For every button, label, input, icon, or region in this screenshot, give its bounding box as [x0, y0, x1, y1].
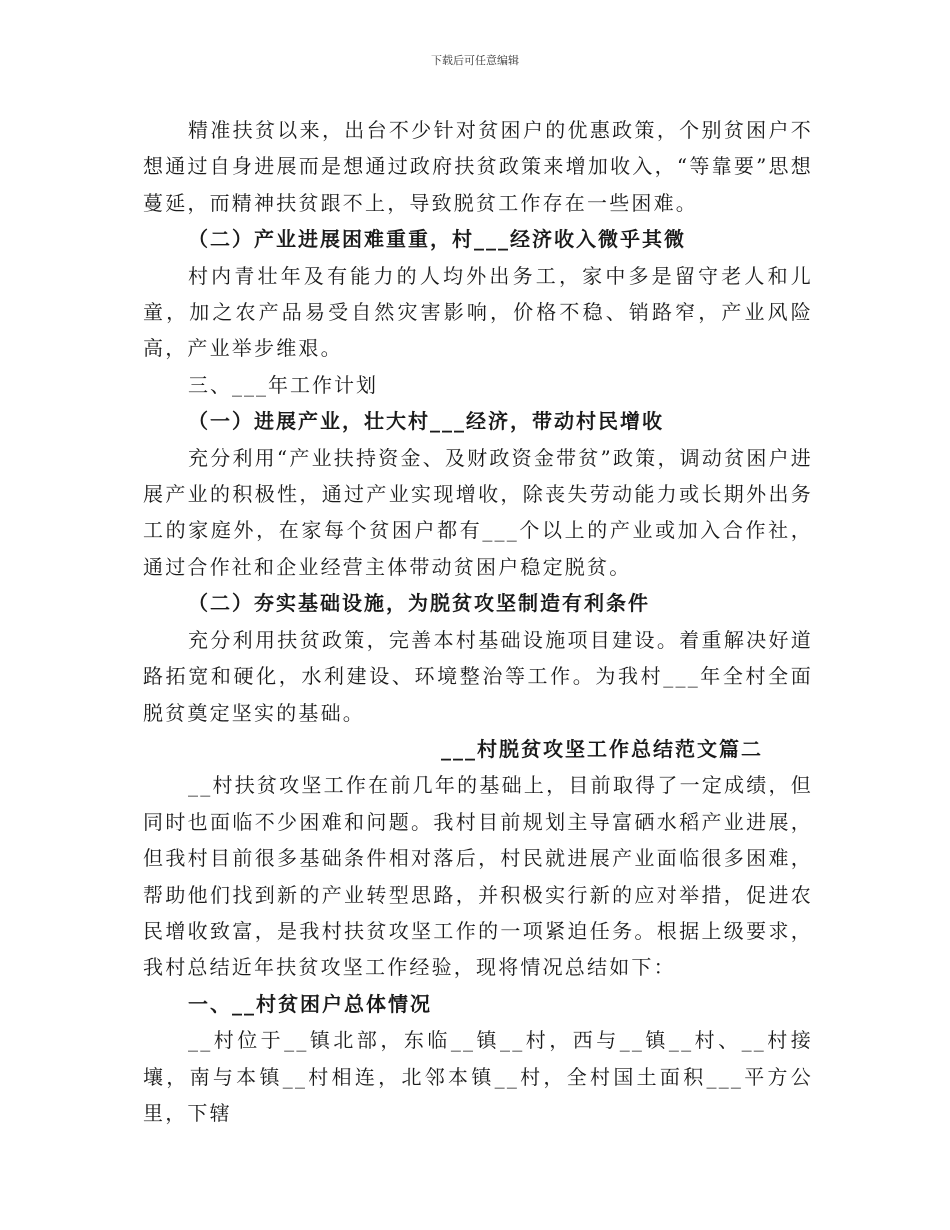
paragraph: 精准扶贫以来，出台不少针对贫困户的优惠政策，个别贫困户不想通过自身进展而是想通过政府扶贫政策来增加收入，“等靠要”思想蔓延，而精神扶贫跟不上，导致脱贫工作存在一些困难。 [143, 118, 813, 215]
article-title: ___村脱贫攻坚工作总结范文篇二 [441, 736, 763, 761]
section-heading: （二）产业进展困难重重，村___经济收入微乎其微 [188, 227, 686, 252]
paragraph: 村内青壮年及有能力的人均外出务工，家中多是留守老人和儿童，加之农产品易受自然灾害影响，价格不稳、销路窄，产业风险高，产业举步维艰。 [143, 263, 813, 361]
paragraph: 充分利用“产业扶持资金、及财政资金带贫”政策，调动贫困户进展产业的积极性，通过产业实现增收，除丧失劳动能力或长期外出务工的家庭外，在家每个贫困户都有___个以上的产业或加入合作社，通过合作社和企业经营主体带动贫困户稳定脱贫。 [143, 445, 813, 579]
document-body [143, 112, 813, 1131]
section-heading: 三、___年工作计划 [188, 372, 378, 397]
section-heading: （二）夯实基础设施，为脱贫攻坚制造有利条件 [188, 591, 650, 616]
paragraph: 充分利用扶贫政策，完善本村基础设施项目建设。着重解决好道路拓宽和硬化，水利建设、环境整治等工作。为我村___年全村全面脱贫奠定坚实的基础。 [143, 627, 813, 725]
section-heading: （一）进展产业，壮大村___经济，带动村民增收 [188, 409, 664, 434]
paragraph: __村扶贫攻坚工作在前几年的基础上，目前取得了一定成绩，但同时也面临不少困难和问题。我村目前规划主导富硒水稻产业进展，但我村目前很多基础条件相对落后，村民就进展产业面临很多困难，帮助他们找到新的产业转型思路，并积极实行新的应对举措，促进农民增收致富，是我村扶贫攻坚工作的一项紧迫任务。根据上级要求，我村总结近年扶贫攻坚工作经验，现将情况总结如下： [143, 773, 813, 980]
section-heading: 一、__村贫困户总体情况 [188, 991, 432, 1016]
paragraph: __村位于__镇北部，东临__镇__村，西与__镇__村、__村接壤，南与本镇__村相连，北邻本镇__村，全村国土面积___平方公里，下辖 [143, 1028, 813, 1125]
page-header: 下载后可任意编辑 [431, 54, 519, 67]
